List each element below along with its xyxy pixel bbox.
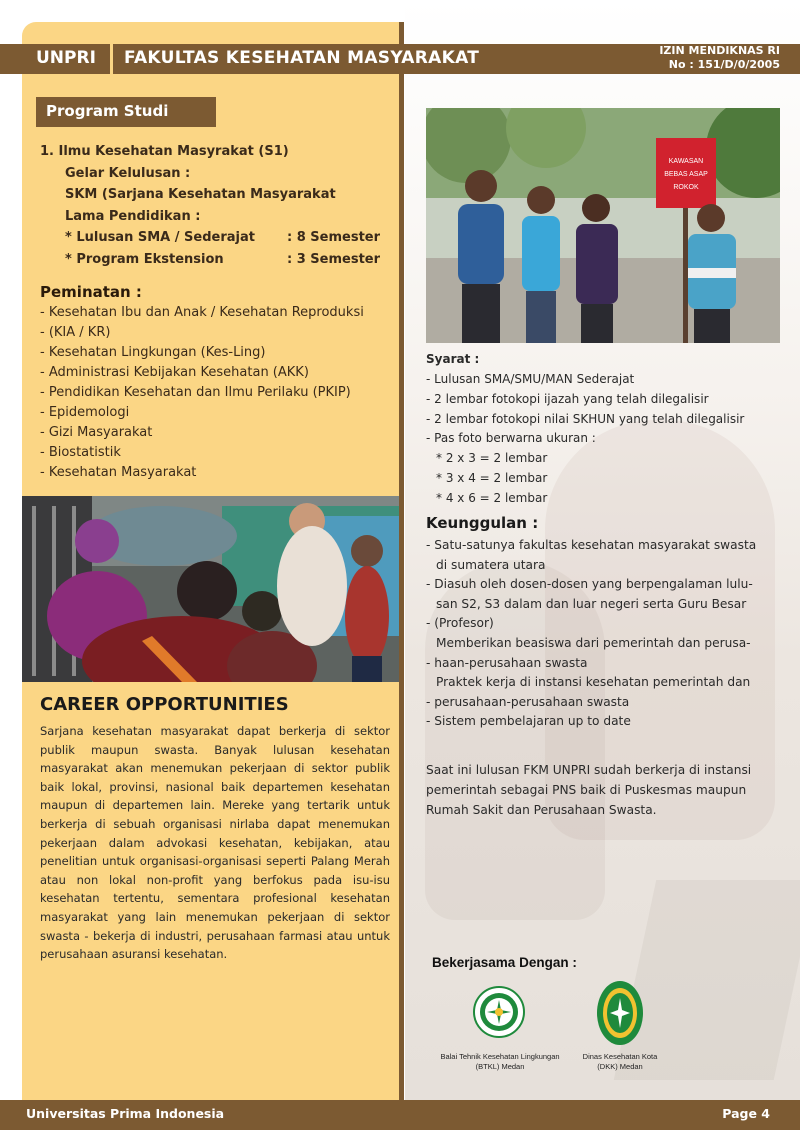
gelar-label: Gelar Kelulusan : [65, 165, 191, 181]
footer-bar [0, 1100, 800, 1130]
list-item: * 4 x 6 = 2 lembar [436, 489, 547, 509]
syarat-list [426, 370, 744, 449]
permit-info [659, 44, 780, 72]
list-item: - 2 lembar fotokopi ijazah yang telah dilegalisir [426, 390, 744, 410]
program-name: 1. Ilmu Kesehatan Masyrakat (S1) [40, 144, 289, 159]
btkl-logo-icon [473, 986, 525, 1038]
lulusan-sma-value: : 8 Semester [287, 230, 381, 245]
list-item: * 3 x 4 = 2 lembar [436, 469, 547, 489]
header-faculty: FAKULTAS KESEHATAN MASYARAKAT [124, 48, 480, 68]
permit-number: No : 151/D/0/2005 [668, 58, 780, 71]
sign-text-line2: BEBAS ASAP [664, 171, 708, 178]
list-item: - Diasuh oleh dosen-dosen yang berpengalaman lulu- [426, 577, 753, 592]
list-item: Memberikan beasiswa dari pemerintah dan perusa- [436, 635, 751, 650]
lulusan-sma-label: * Lulusan SMA / Sederajat [65, 230, 255, 245]
graduates-paragraph: Saat ini lulusan FKM UNPRI sudah berkerja di instansi pemerintah sebagai PNS baik di Puskesmas maupun Rumah Sakit dan Perusahaan Swasta. [426, 763, 752, 817]
ekstension-value: : 3 Semester [287, 251, 381, 267]
list-item: - Gizi Masyarakat [40, 423, 364, 443]
list-item: - Kesehatan Lingkungan (Kes-Ling) [40, 343, 364, 363]
partner2-name: Dinas Kesehatan Kota [582, 1052, 658, 1061]
list-item: Praktek kerja di instansi kesehatan pemerintah dan [436, 675, 751, 690]
list-item: - Biostatistik [40, 443, 364, 463]
list-item: - (Profesor) [426, 616, 494, 631]
list-item: - Epidemologi [40, 403, 364, 423]
keunggulan-heading: Keunggulan : [426, 514, 539, 532]
list-item: - Administrasi Kebijakan Kesehatan (AKK) [40, 363, 364, 383]
sign-text-line3: ROKOK [673, 184, 699, 191]
header-separator [110, 44, 113, 74]
program-studi-heading: Program Studi [36, 97, 216, 127]
list-item: di sumatera utara [436, 557, 546, 572]
list-item: - 2 lembar fotokopi nilai SKHUN yang telah dilegalisir [426, 410, 744, 430]
list-item: san S2, S3 dalam dan luar negeri serta Guru Besar [436, 596, 747, 611]
partner2-short: (DKK) Medan [597, 1062, 643, 1071]
footer-university: Universitas Prima Indonesia [26, 1106, 225, 1121]
list-item: - Kesehatan Ibu dan Anak / Kesehatan Reproduksi [40, 303, 364, 323]
career-heading: CAREER OPPORTUNITIES [40, 694, 289, 715]
list-item: - Satu-satunya fakultas kesehatan masyarakat swasta [426, 538, 757, 552]
students-health-check-photo [22, 496, 399, 682]
peminatan-heading: Peminatan : [40, 283, 142, 301]
peminatan-list [40, 303, 364, 483]
list-item: - Lulusan SMA/SMU/MAN Sederajat [426, 370, 744, 390]
dkk-caption [565, 1052, 675, 1072]
list-item: - haan-perusahaan swasta [426, 655, 588, 670]
sign-text-line1: KAWASAN [668, 158, 704, 165]
partner1-name: Balai Tehnik Kesehatan Lingkungan [440, 1052, 560, 1061]
page-number: Page 4 [722, 1106, 770, 1121]
syarat-heading: Syarat : [426, 352, 480, 366]
list-item: - (KIA / KR) [40, 323, 364, 343]
dkk-logo-icon [596, 980, 644, 1046]
photo-size-list [436, 449, 547, 508]
lulusan-sma-row [40, 227, 380, 249]
keunggulan-list [426, 536, 786, 732]
lama-label: Lama Pendidikan : [65, 208, 201, 224]
gelar-value: SKM (Sarjana Kesehatan Masyarakat [65, 187, 336, 202]
ekstension-row [40, 249, 380, 271]
list-item: - Pas foto berwarna ukuran : [426, 429, 744, 449]
career-paragraph: Sarjana kesehatan masyarakat dapat berkerja di sektor publik maupun swasta. Banyak lulusan kesehatan masyarakat akan menemukan pekerjaan di sektor publik baik lokal, provinsi, nasional baik departemen kesehatan maupun di departemen lain. Mereke yang tertarik untuk berkerja di sebuah organisasi nirlaba dapat menemukan pekerjaan dalam advokasi kesehatan, kebijakan, atau penelitian untuk organisasi-organisasi seperti Palang Merah atau non lokal non-profit yang berfokus pada isu-isu kesehatan tertentu, sementara profesional kesehatan masyarakat yang lain menemukan pekerjaan di sektor swasta - bekerja di industri, perusahaan farmasi atau untuk perusahaan asuransi kesehatan. [40, 724, 390, 962]
program-details [40, 141, 380, 270]
header-short-name: UNPRI [36, 48, 96, 68]
photo-illustration [426, 108, 780, 343]
list-item: - Kesehatan Masyarakat [40, 463, 364, 483]
list-item: - perusahaan-perusahaan swasta [426, 694, 630, 709]
list-item: * 2 x 3 = 2 lembar [436, 449, 547, 469]
column-divider [399, 22, 404, 1100]
photo-illustration [22, 496, 399, 682]
students-group-photo [426, 108, 780, 343]
partner1-short: (BTKL) Medan [475, 1062, 525, 1071]
list-item: - Pendidikan Kesehatan dan Ilmu Perilaku (PKIP) [40, 383, 364, 403]
btkl-caption [420, 1052, 580, 1072]
ekstension-label: * Program Ekstension [65, 251, 224, 267]
permit-line: IZIN MENDIKNAS RI [659, 44, 780, 57]
partners-heading: Bekerjasama Dengan : [432, 955, 577, 970]
list-item: - Sistem pembelajaran up to date [426, 714, 631, 729]
